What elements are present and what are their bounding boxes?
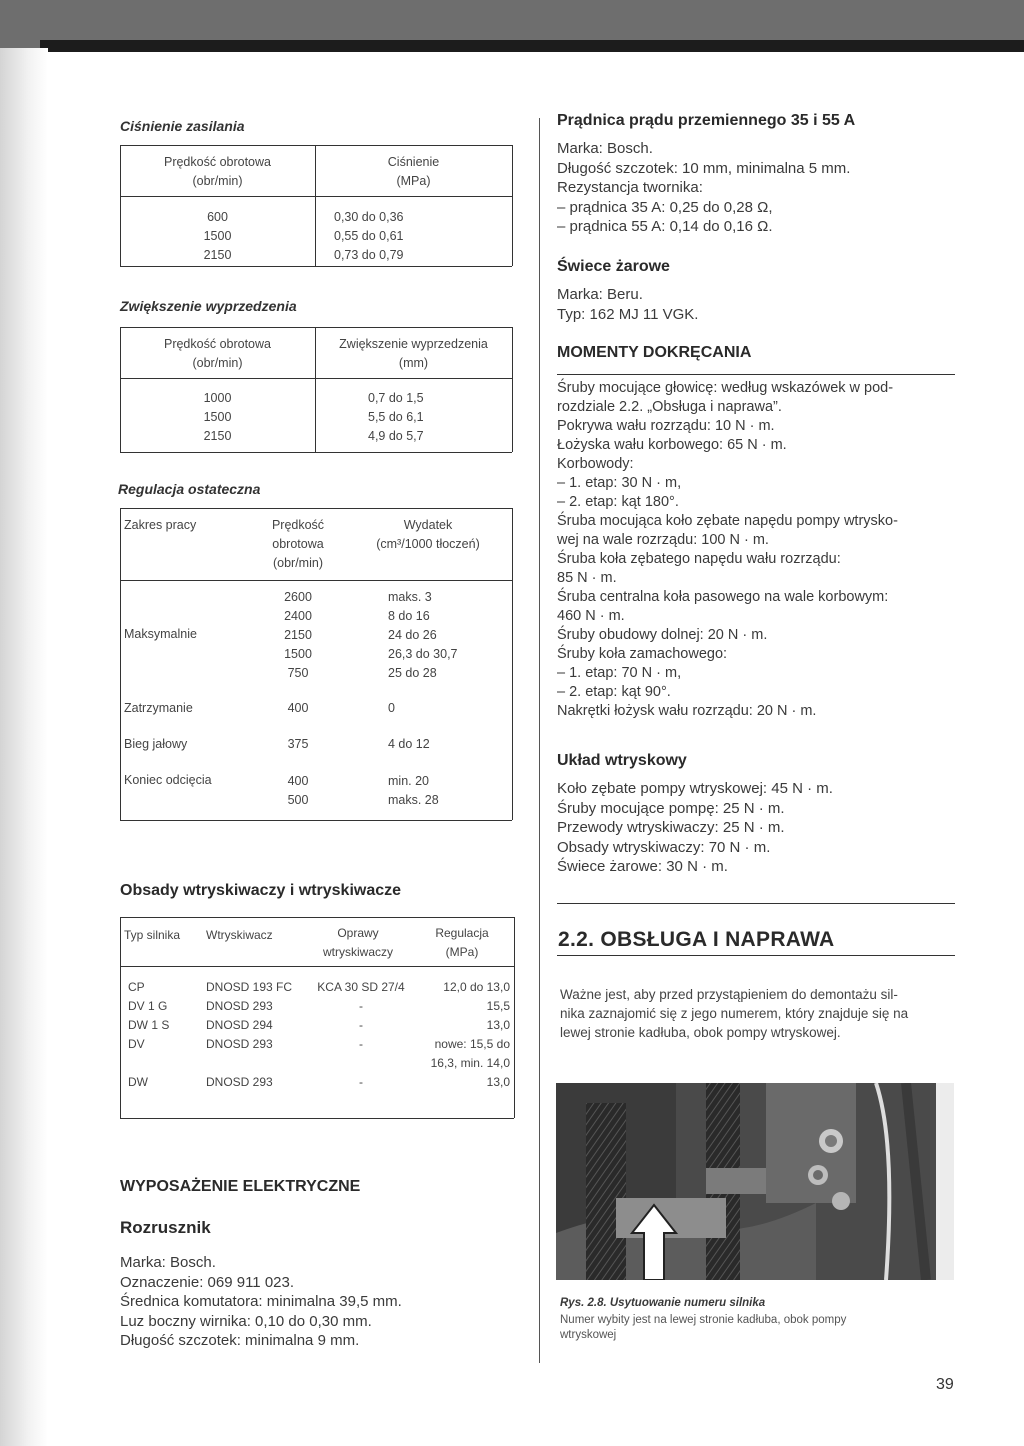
caption-line: Numer wybity jest na lewej stronie kadłuba, obok pompy [560, 1314, 847, 1326]
t3-cell: 750 [287, 666, 309, 680]
t2-cell: 1000 [203, 391, 232, 405]
t4-cell: - [359, 999, 363, 1013]
scan-top-edge [40, 40, 1024, 52]
chapter-line: lewej stronie kadłuba, obok pompy wtryskowej. [560, 1025, 841, 1040]
column-divider [539, 118, 540, 1363]
torque-line: – 1. etap: 70 N · m, [557, 665, 682, 681]
starter-line: Długość szczotek: minimalna 9 mm. [120, 1332, 360, 1349]
t3-cell: 8 do 16 [388, 609, 430, 623]
t1-cell: 0,30 do 0,36 [334, 210, 404, 224]
engine-photo-illustration [556, 1083, 954, 1280]
t4-cell: nowe: 15,5 do [434, 1037, 510, 1051]
section-title-torques: MOMENTY DOKRĘCANIA [557, 344, 752, 361]
t3-header-speed: obrotowa [272, 537, 324, 551]
section-title-alternator: Prądnica prądu przemiennego 35 i 55 A [557, 112, 856, 129]
t2-header-advance-unit: (mm) [398, 356, 429, 370]
t3-cell: 2150 [284, 628, 312, 642]
t1-cell: 1500 [203, 229, 232, 243]
starter-line: Oznaczenie: 069 911 023. [120, 1273, 295, 1291]
alternator-line: – prądnica 55 A: 0,14 do 0,16 Ω. [557, 218, 773, 235]
chapter-line: Ważne jest, aby przed przystąpieniem do demontażu sil- [560, 987, 898, 1002]
t4-cell: DNOSD 293 [206, 999, 273, 1013]
t3-cell: 0 [388, 701, 395, 715]
t4-header-injector: Wtryskiwacz [206, 928, 273, 942]
t4-cell: CP [128, 980, 145, 994]
t3-header-speed-unit: (obr/min) [272, 556, 323, 570]
t4-cell: DNOSD 293 [206, 1075, 273, 1089]
t3-header-speed: Prędkość [271, 518, 325, 532]
torque-line: Śruby koła zamachowego: [557, 646, 728, 662]
torque-line: Nakrętki łożysk wału rozrządu: 20 N · m. [557, 703, 817, 719]
t4-cell: DNOSD 293 [206, 1037, 273, 1051]
t4-cell: 15,5 [486, 999, 510, 1013]
section-title-glow-plugs: Świece żarowe [557, 258, 670, 275]
starter-specs [120, 1253, 402, 1351]
chapter-rule-bottom [557, 955, 955, 956]
t2-cell: 4,9 do 5,7 [368, 429, 424, 443]
torque-line: Śruby obudowy dolnej: 20 N · m. [557, 627, 768, 643]
injection-line: Koło zębate pompy wtryskowej: 45 N · m. [557, 780, 833, 797]
torque-line: Łożyska wału korbowego: 65 N · m. [557, 437, 787, 453]
t1-cell: 0,73 do 0,79 [334, 248, 404, 262]
t4-cell: DNOSD 294 [206, 1018, 273, 1032]
t4-cell: DV [128, 1037, 145, 1051]
caption-line: wtryskowej [560, 1329, 617, 1341]
figure-caption-title: Rys. 2.8. Usytuowanie numeru silnika [560, 1297, 766, 1309]
figure-caption-text [560, 1313, 846, 1343]
chapter-intro [560, 985, 908, 1042]
torque-line: – 2. etap: kąt 180°. [557, 494, 679, 510]
section-title-injection-system: Układ wtryskowy [557, 752, 687, 769]
t2-header-speed: Prędkość obrotowa [163, 337, 271, 351]
torque-line: Śruby mocujące głowicę: według wskazówek w pod- [557, 380, 894, 396]
torque-underline [557, 374, 955, 375]
t3-row-label: Maksymalnie [124, 627, 197, 641]
subsection-title-starter: Rozrusznik [120, 1218, 211, 1237]
t4-cell [128, 1054, 204, 1073]
t4-cell [311, 1054, 411, 1073]
section-title-supply-pressure: Ciśnienie zasilania [120, 118, 245, 134]
t2-header-advance: Zwiększenie wyprzedzenia [339, 337, 488, 351]
alternator-line: – prądnica 35 A: 0,25 do 0,28 Ω, [557, 198, 773, 216]
torque-line: Korbowody: [557, 456, 634, 472]
torque-line: Śruba koła zębatego napędu wału rozrządu: [557, 551, 841, 567]
torque-line: wej na wale rozrządu: 100 N · m. [557, 532, 769, 548]
section-title-electrical: WYPOSAŻENIE ELEKTRYCZNE [120, 1178, 361, 1195]
chapter-rule-top [557, 903, 955, 904]
engine-number-photo [556, 1083, 954, 1280]
torque-specs [557, 379, 898, 721]
t3-row-label: Zatrzymanie [124, 701, 193, 715]
t4-cell [206, 1054, 310, 1073]
t3-cell: 400 [287, 774, 309, 788]
t4-cell: 13,0 [486, 1018, 510, 1032]
torque-line: – 2. etap: kąt 90°. [557, 684, 671, 700]
torque-line: Pokrywa wału rozrządu: 10 N · m. [557, 418, 775, 434]
section-title-advance-increase: Zwiększenie wyprzedzenia [120, 298, 297, 314]
t4-cell: 16,3, min. 14,0 [430, 1056, 510, 1070]
glow-plug-specs [557, 285, 698, 324]
t2-cell: 1500 [203, 410, 232, 424]
chapter-title: 2.2. OBSŁUGA I NAPRAWA [558, 928, 835, 951]
alternator-specs [557, 139, 850, 237]
glow-line: Marka: Beru. [557, 286, 643, 303]
t3-cell: 2400 [284, 609, 312, 623]
t3-row-label: Bieg jałowy [124, 737, 188, 751]
glow-line: Typ: 162 MJ 11 VGK. [557, 305, 699, 323]
section-title-final-regulation: Regulacja ostateczna [118, 481, 261, 497]
t4-cell: DW [128, 1075, 148, 1089]
section-title-injectors: Obsady wtryskiwaczy i wtryskiwacze [120, 882, 402, 899]
t3-header-output: Wydatek [403, 518, 453, 532]
injection-line: Świece żarowe: 30 N · m. [557, 858, 728, 875]
t3-cell: 375 [287, 737, 309, 751]
t2-cell: 5,5 do 6,1 [368, 410, 424, 424]
t3-cell: min. 20 [388, 774, 429, 788]
t3-cell: maks. 28 [388, 793, 439, 807]
t4-header-engine: Typ silnika [124, 928, 181, 942]
starter-line: Średnica komutatora: minimalna 39,5 mm. [120, 1293, 402, 1310]
chapter-line: nika zaznajomić się z jego numerem, który znajduje się na [560, 1006, 909, 1021]
t1-header-speed: Prędkość obrotowa [163, 155, 271, 169]
t4-header-regulation-unit: (MPa) [445, 945, 479, 959]
t4-cell: - [359, 1037, 363, 1051]
t4-cell: KCA 30 SD 27/4 [317, 980, 405, 994]
t2-header-speed-unit: (obr/min) [192, 356, 243, 370]
t4-cell: 12,0 do 13,0 [443, 980, 510, 994]
starter-line: Luz boczny wirnika: 0,10 do 0,30 mm. [120, 1312, 372, 1330]
injection-line: Przewody wtryskiwaczy: 25 N · m. [557, 819, 785, 836]
torque-line: rozdziale 2.2. „Obsługa i naprawa”. [557, 399, 782, 415]
t1-cell: 2150 [203, 248, 232, 262]
scan-left-shadow [0, 48, 48, 1446]
t1-header-pressure: Ciśnienie [387, 155, 440, 169]
torque-line: 85 N · m. [557, 570, 617, 586]
t3-cell: 2600 [284, 590, 312, 604]
torque-line: 460 N · m. [557, 608, 625, 624]
t4-header-regulation: Regulacja [435, 926, 489, 940]
t4-cell: DW 1 S [128, 1018, 170, 1032]
t1-cell: 0,55 do 0,61 [334, 229, 404, 243]
t3-header-range: Zakres pracy [124, 518, 197, 532]
alternator-line: Rezystancja twornika: [557, 179, 703, 196]
injection-line: Obsady wtryskiwaczy: 70 N · m. [557, 838, 771, 856]
t3-cell: 400 [287, 701, 309, 715]
alternator-line: Długość szczotek: 10 mm, minimalna 5 mm. [557, 159, 851, 177]
torque-line: Śruba mocująca koło zębate napędu pompy wtrysko- [557, 513, 898, 529]
t3-cell: 26,3 do 30,7 [388, 647, 458, 661]
alternator-line: Marka: Bosch. [557, 140, 653, 157]
t3-cell: maks. 3 [388, 590, 432, 604]
t4-header-holders: wtryskiwaczy [322, 945, 393, 959]
t4-cell: DNOSD 193 FC [206, 980, 293, 994]
t3-cell: 500 [287, 793, 309, 807]
t3-row-label: Koniec odcięcia [124, 773, 212, 787]
torque-line: Śruba centralna koła pasowego na wale korbowym: [557, 589, 889, 605]
t2-cell: 2150 [203, 429, 232, 443]
torque-line: – 1. etap: 30 N · m, [557, 475, 682, 491]
t4-header-holders: Oprawy [337, 926, 379, 940]
t3-cell: 25 do 28 [388, 666, 437, 680]
t4-cell: - [359, 1075, 363, 1089]
injection-specs [557, 779, 833, 877]
t4-cell: - [359, 1018, 363, 1032]
t3-cell: 24 do 26 [388, 628, 437, 642]
t1-header-pressure-unit: (MPa) [396, 174, 431, 188]
t1-header-speed-unit: (obr/min) [192, 174, 243, 188]
t3-cell: 1500 [284, 647, 312, 661]
starter-line: Marka: Bosch. [120, 1254, 216, 1271]
t4-cell: DV 1 G [128, 999, 168, 1013]
page-number: 39 [936, 1376, 954, 1393]
t3-cell: 4 do 12 [388, 737, 430, 751]
injection-line: Śruby mocujące pompę: 25 N · m. [557, 799, 785, 817]
t4-cell: 13,0 [486, 1075, 510, 1089]
t1-cell: 600 [207, 210, 228, 224]
t2-cell: 0,7 do 1,5 [368, 391, 424, 405]
t3-header-output-unit: (cm³/1000 tłoczeń) [376, 537, 480, 551]
